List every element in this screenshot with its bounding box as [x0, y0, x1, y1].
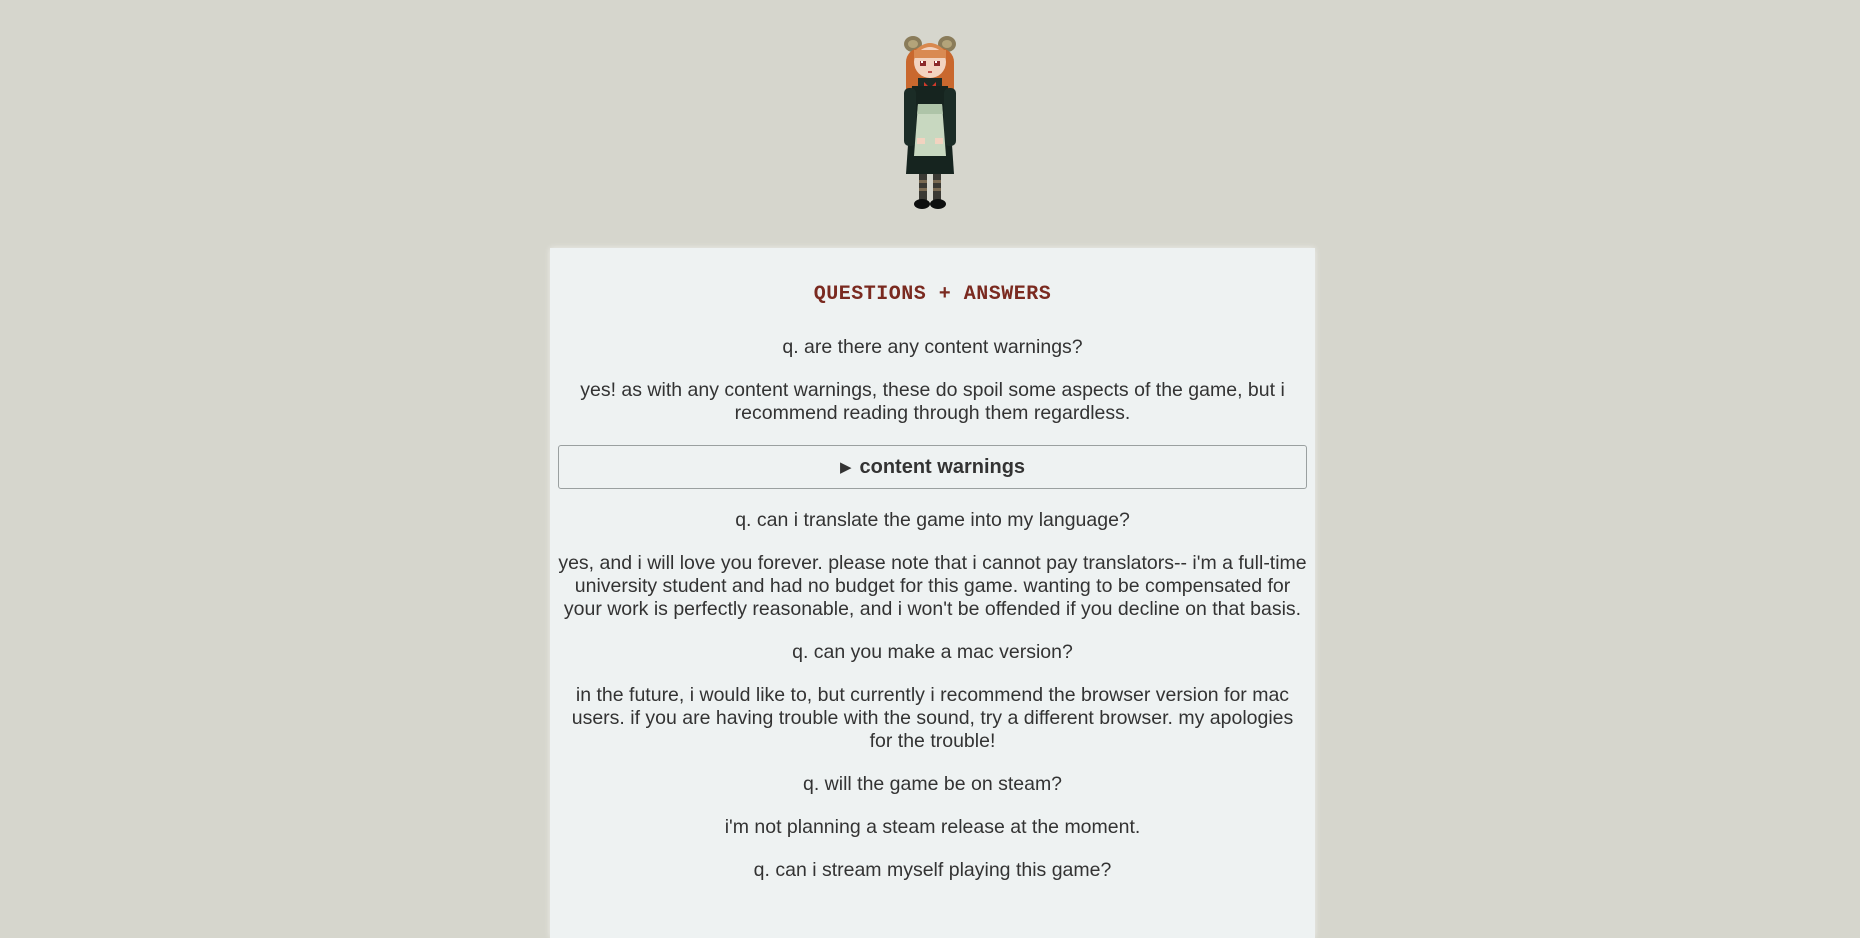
- faq-answer: yes, and i will love you forever. please note that i cannot pay translators-- i'm a full-time university student and had no budget for this game. wanting to be compensated for your work is perfectly reasonable, and i won't be offended if you decline on that basis.: [558, 552, 1307, 620]
- content-warnings-toggle[interactable]: [558, 445, 1307, 489]
- faq-title: QUESTIONS + ANSWERS: [813, 283, 1052, 306]
- faq-answer: i'm not planning a steam release at the moment.: [724, 816, 1141, 838]
- faq-card: [550, 248, 1315, 938]
- content-warnings-label: content warnings: [859, 455, 1026, 478]
- character-sprite: [900, 34, 960, 212]
- faq-question: q. can you make a mac version?: [792, 641, 1073, 663]
- header-sprite-container: [0, 34, 1860, 212]
- faq-list: [558, 336, 1307, 882]
- faq-answer: yes! as with any content warnings, these do spoil some aspects of the game, but i recommend reading through them regardless.: [580, 379, 1285, 424]
- faq-question: q. can i stream myself playing this game?: [753, 859, 1112, 881]
- faq-question: q. can i translate the game into my language?: [735, 509, 1130, 531]
- faq-answer: in the future, i would like to, but currently i recommend the browser version for mac users. if you are having trouble with the sound, try a different browser. my apologies for the trouble!: [571, 684, 1294, 752]
- faq-question: q. will the game be on steam?: [802, 773, 1063, 795]
- faq-question: q. are there any content warnings?: [782, 336, 1083, 358]
- triangle-right-icon: ▶: [839, 459, 852, 476]
